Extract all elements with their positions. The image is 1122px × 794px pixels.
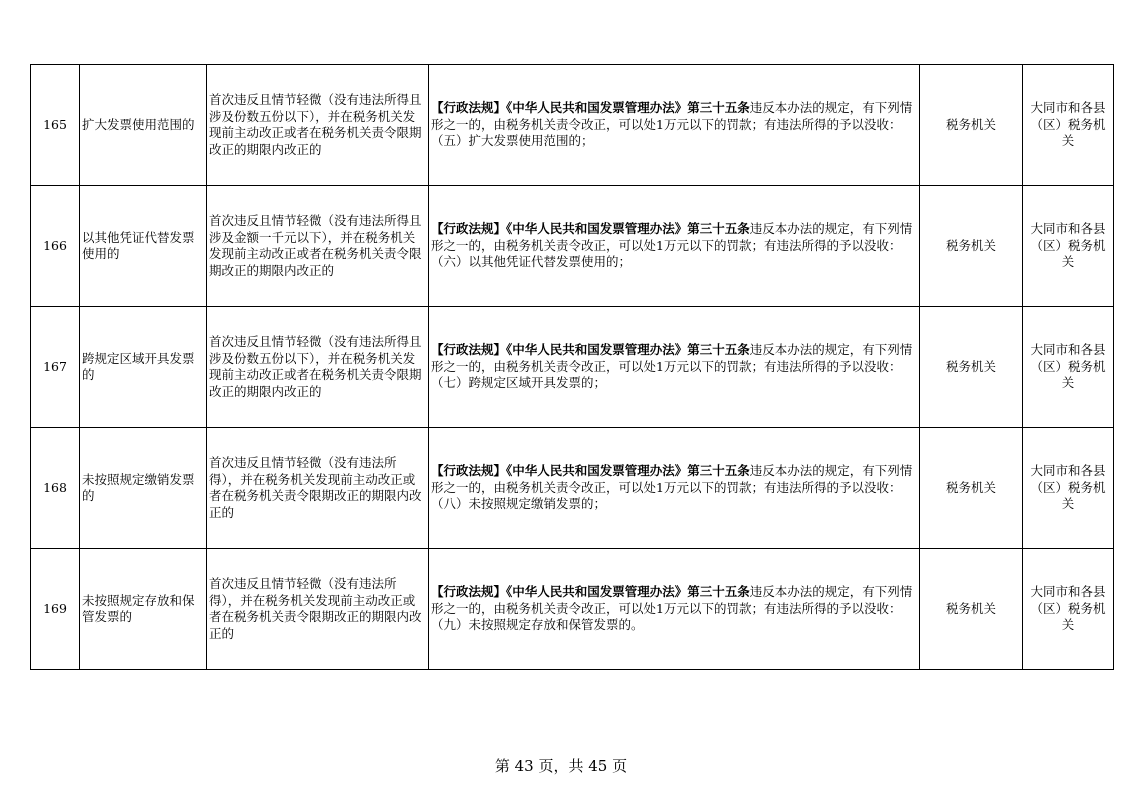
violation-item: 未按照规定存放和保管发票的 [80,549,207,670]
exemption-condition: 首次违反且情节轻微（没有违法所得且涉及金额一千元以下），并在税务机关发现前主动改正或者在税务机关责令限期改正的期限内改正的 [207,186,429,307]
legal-basis [429,307,920,428]
table-row [31,549,1114,670]
implementing-department: 大同市和各县（区）税务机关 [1023,186,1114,307]
table-row [31,428,1114,549]
legal-basis-clause: （七）跨规定区域开具发票的； [431,375,607,391]
legal-basis-clause: （八）未按照规定缴销发票的； [431,496,607,512]
row-number: 166 [31,186,80,307]
exemption-condition: 首次违反且情节轻微（没有违法所得且涉及份数五份以下），并在税务机关发现前主动改正或者在税务机关责令限期改正的期限内改正的 [207,307,429,428]
enforcement-body: 税务机关 [920,307,1023,428]
exemption-condition: 首次违反且情节轻微（没有违法所得且涉及份数五份以下），并在税务机关发现前主动改正或者在税务机关责令限期改正的期限内改正的 [207,65,429,186]
legal-basis-source: 【行政法规】《中华人民共和国发票管理办法》第三十五条 [431,221,750,237]
legal-basis [429,65,920,186]
violation-item: 扩大发票使用范围的 [80,65,207,186]
enforcement-body: 税务机关 [920,428,1023,549]
exemption-condition: 首次违反且情节轻微（没有违法所得），并在税务机关发现前主动改正或者在税务机关责令限期改正的期限内改正的 [207,428,429,549]
legal-basis-source: 【行政法规】《中华人民共和国发票管理办法》第三十五条 [431,100,750,116]
legal-basis [429,186,920,307]
enforcement-body: 税务机关 [920,549,1023,670]
row-number: 168 [31,428,80,549]
legal-basis-text: 违反本办法的规定，有下列情形之一的，由税务机关责令改正，可以处1万元以下的罚款；有违法所得的予以没收： [431,584,913,616]
legal-basis-clause: （六）以其他凭证代替发票使用的； [431,254,632,270]
row-number: 167 [31,307,80,428]
legal-basis-clause: （五）扩大发票使用范围的； [431,133,594,149]
legal-basis-text: 违反本办法的规定，有下列情形之一的，由税务机关责令改正，可以处1万元以下的罚款；有违法所得的予以没收： [431,100,913,132]
violation-item: 以其他凭证代替发票使用的 [80,186,207,307]
implementing-department: 大同市和各县（区）税务机关 [1023,65,1114,186]
row-number: 165 [31,65,80,186]
enforcement-body: 税务机关 [920,65,1023,186]
legal-basis-clause: （九）未按照规定存放和保管发票的。 [431,617,644,633]
implementing-department: 大同市和各县（区）税务机关 [1023,549,1114,670]
exemption-condition: 首次违反且情节轻微（没有违法所得），并在税务机关发现前主动改正或者在税务机关责令限期改正的期限内改正的 [207,549,429,670]
implementing-department: 大同市和各县（区）税务机关 [1023,428,1114,549]
legal-basis-source: 【行政法规】《中华人民共和国发票管理办法》第三十五条 [431,463,750,479]
violation-item: 未按照规定缴销发票的 [80,428,207,549]
legal-basis [429,428,920,549]
enforcement-body: 税务机关 [920,186,1023,307]
violation-item: 跨规定区域开具发票的 [80,307,207,428]
legal-basis-source: 【行政法规】《中华人民共和国发票管理办法》第三十五条 [431,584,750,600]
legal-basis-text: 违反本办法的规定，有下列情形之一的，由税务机关责令改正，可以处1万元以下的罚款；有违法所得的予以没收： [431,463,913,495]
implementing-department: 大同市和各县（区）税务机关 [1023,307,1114,428]
legal-basis-source: 【行政法规】《中华人民共和国发票管理办法》第三十五条 [431,342,750,358]
penalty-exemption-table [30,64,1114,670]
legal-basis-text: 违反本办法的规定，有下列情形之一的，由税务机关责令改正，可以处1万元以下的罚款；有违法所得的予以没收： [431,342,913,374]
table-row [31,186,1114,307]
table-row [31,65,1114,186]
legal-basis-text: 违反本办法的规定，有下列情形之一的，由税务机关责令改正，可以处1万元以下的罚款；有违法所得的予以没收： [431,221,913,253]
page-number-footer: 第 43 页，共 45 页 [494,757,628,775]
table-row [31,307,1114,428]
row-number: 169 [31,549,80,670]
legal-basis [429,549,920,670]
